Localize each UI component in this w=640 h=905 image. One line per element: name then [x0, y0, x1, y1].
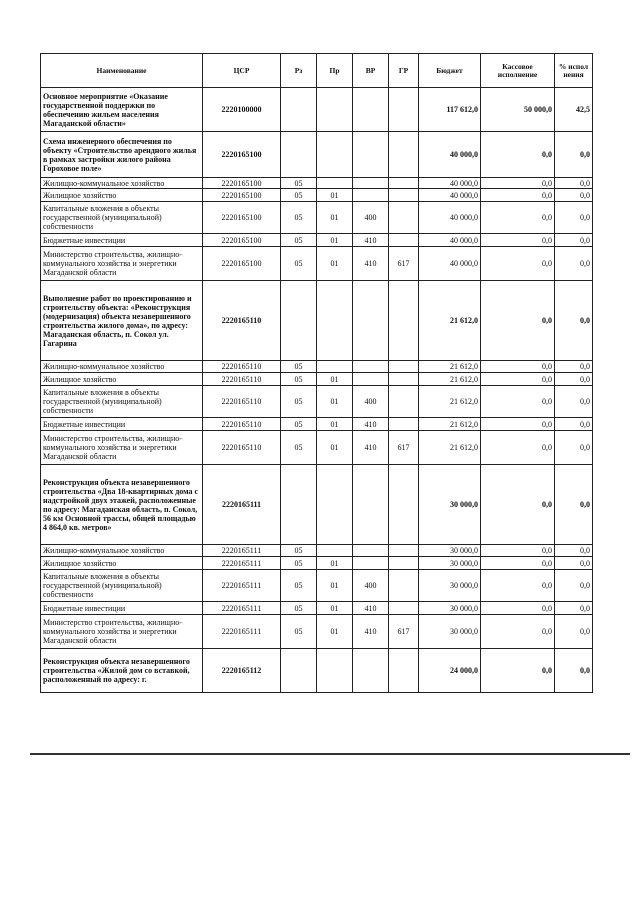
cell-vr [353, 545, 389, 557]
cell-pr [317, 281, 353, 361]
table-row [41, 247, 593, 281]
cell-vr [353, 649, 389, 693]
cell-pct: 0,0 [555, 545, 593, 557]
cell-vr [353, 178, 389, 189]
cell-rz: 05 [281, 418, 317, 431]
cell-pr [317, 361, 353, 373]
cell-kass: 50 000,0 [481, 88, 555, 132]
table-row [41, 189, 593, 202]
cell-vr: 410 [353, 615, 389, 649]
cell-gr [389, 557, 419, 570]
cell-name: Жилищно-коммунальное хозяйство [41, 178, 203, 189]
cell-pr: 01 [317, 602, 353, 615]
table-row [41, 132, 593, 178]
cell-rz: 05 [281, 361, 317, 373]
header-csr: ЦСР [203, 54, 281, 88]
table-row [41, 615, 593, 649]
cell-vr: 400 [353, 386, 389, 418]
table-row [41, 88, 593, 132]
cell-csr: 2220165111 [203, 545, 281, 557]
header-name: Наименование [41, 54, 203, 88]
cell-pct: 0,0 [555, 418, 593, 431]
cell-csr: 2220165110 [203, 386, 281, 418]
cell-budget: 30 000,0 [419, 545, 481, 557]
cell-gr: 617 [389, 615, 419, 649]
cell-gr [389, 570, 419, 602]
cell-rz [281, 649, 317, 693]
cell-budget: 40 000,0 [419, 132, 481, 178]
cell-gr [389, 202, 419, 234]
cell-name: Жилищное хозяйство [41, 373, 203, 386]
cell-vr [353, 132, 389, 178]
budget-table [40, 53, 593, 693]
cell-budget: 30 000,0 [419, 602, 481, 615]
cell-kass: 0,0 [481, 615, 555, 649]
header-budget: Бюджет [419, 54, 481, 88]
cell-csr: 2220165111 [203, 557, 281, 570]
table-row [41, 570, 593, 602]
cell-kass: 0,0 [481, 202, 555, 234]
cell-rz: 05 [281, 557, 317, 570]
cell-pr [317, 88, 353, 132]
cell-pr: 01 [317, 202, 353, 234]
cell-vr [353, 373, 389, 386]
cell-csr: 2220165100 [203, 202, 281, 234]
cell-gr [389, 178, 419, 189]
cell-pr: 01 [317, 373, 353, 386]
cell-gr: 617 [389, 247, 419, 281]
cell-pr [317, 545, 353, 557]
cell-budget: 40 000,0 [419, 247, 481, 281]
cell-pct: 0,0 [555, 132, 593, 178]
cell-pct: 0,0 [555, 465, 593, 545]
cell-vr: 410 [353, 247, 389, 281]
cell-kass: 0,0 [481, 132, 555, 178]
cell-csr: 2220165112 [203, 649, 281, 693]
cell-gr [389, 281, 419, 361]
cell-name: Реконструкция объекта незавершенного строительства «Два 18-квартирных дома с надстройкой двух этажей, расположенные по адресу: Магаданская область, п. Сокол, 56 км Основной трассы, общей площадью 4 864,0 кв. метров» [41, 465, 203, 545]
cell-pct: 0,0 [555, 431, 593, 465]
cell-gr [389, 361, 419, 373]
header-vr: ВР [353, 54, 389, 88]
cell-csr: 2220165111 [203, 615, 281, 649]
table-header-row [41, 54, 593, 88]
table-row [41, 649, 593, 693]
cell-pct: 0,0 [555, 386, 593, 418]
cell-kass: 0,0 [481, 386, 555, 418]
cell-vr [353, 189, 389, 202]
cell-kass: 0,0 [481, 649, 555, 693]
cell-budget: 117 612,0 [419, 88, 481, 132]
cell-csr: 2220165110 [203, 361, 281, 373]
cell-kass: 0,0 [481, 361, 555, 373]
cell-rz: 05 [281, 189, 317, 202]
cell-csr: 2220165100 [203, 247, 281, 281]
table-row [41, 361, 593, 373]
cell-pr: 01 [317, 615, 353, 649]
cell-budget: 40 000,0 [419, 189, 481, 202]
cell-rz [281, 465, 317, 545]
cell-name: Схема инженерного обеспечения по объекту «Строительство арендного жилья в рамках застройки жилого района Гороховое поле» [41, 132, 203, 178]
cell-kass: 0,0 [481, 431, 555, 465]
cell-kass: 0,0 [481, 281, 555, 361]
cell-gr [389, 386, 419, 418]
cell-name: Капитальные вложения в объекты государственной (муниципальной) собственности [41, 570, 203, 602]
cell-budget: 24 000,0 [419, 649, 481, 693]
cell-kass: 0,0 [481, 234, 555, 247]
cell-name: Министерство строительства, жилищно-коммунального хозяйства и энергетики Магаданской области [41, 431, 203, 465]
cell-rz: 05 [281, 602, 317, 615]
cell-pr: 01 [317, 234, 353, 247]
cell-pct: 0,0 [555, 281, 593, 361]
cell-csr: 2220100000 [203, 88, 281, 132]
cell-gr [389, 189, 419, 202]
cell-pr: 01 [317, 557, 353, 570]
cell-rz [281, 281, 317, 361]
cell-kass: 0,0 [481, 189, 555, 202]
table-row [41, 234, 593, 247]
cell-kass: 0,0 [481, 545, 555, 557]
cell-pr [317, 178, 353, 189]
cell-pr: 01 [317, 189, 353, 202]
cell-csr: 2220165110 [203, 418, 281, 431]
cell-budget: 30 000,0 [419, 570, 481, 602]
cell-kass: 0,0 [481, 178, 555, 189]
page-bottom-rule [30, 753, 630, 755]
cell-pct: 42,5 [555, 88, 593, 132]
cell-gr [389, 418, 419, 431]
cell-gr [389, 234, 419, 247]
table-row [41, 178, 593, 189]
cell-csr: 2220165111 [203, 570, 281, 602]
cell-name: Жилищно-коммунальное хозяйство [41, 361, 203, 373]
cell-name: Жилищно-коммунальное хозяйство [41, 545, 203, 557]
cell-gr [389, 602, 419, 615]
cell-kass: 0,0 [481, 465, 555, 545]
header-pr: Пр [317, 54, 353, 88]
cell-csr: 2220165100 [203, 178, 281, 189]
cell-vr: 400 [353, 202, 389, 234]
cell-vr [353, 465, 389, 545]
cell-budget: 21 612,0 [419, 431, 481, 465]
cell-kass: 0,0 [481, 418, 555, 431]
cell-budget: 40 000,0 [419, 178, 481, 189]
cell-budget: 21 612,0 [419, 373, 481, 386]
cell-vr: 400 [353, 570, 389, 602]
cell-pr: 01 [317, 247, 353, 281]
cell-rz [281, 132, 317, 178]
table-row [41, 418, 593, 431]
cell-gr [389, 545, 419, 557]
cell-kass: 0,0 [481, 247, 555, 281]
cell-name: Министерство строительства, жилищно-коммунального хозяйства и энергетики Магаданской области [41, 247, 203, 281]
table-row [41, 557, 593, 570]
cell-csr: 2220165100 [203, 189, 281, 202]
cell-vr: 410 [353, 431, 389, 465]
header-kass: Кассовое исполнение [481, 54, 555, 88]
header-gr: ГР [389, 54, 419, 88]
cell-pr [317, 649, 353, 693]
cell-pr [317, 465, 353, 545]
header-rz: Рз [281, 54, 317, 88]
cell-name: Бюджетные инвестиции [41, 418, 203, 431]
header-pct: % испол нения [555, 54, 593, 88]
table-row [41, 545, 593, 557]
cell-gr [389, 465, 419, 545]
table-row [41, 431, 593, 465]
cell-name: Реконструкция объекта незавершенного строительства «Жилой дом со вставкой, расположенный по адресу: г. [41, 649, 203, 693]
cell-kass: 0,0 [481, 602, 555, 615]
cell-csr: 2220165110 [203, 281, 281, 361]
cell-vr: 410 [353, 418, 389, 431]
cell-budget: 21 612,0 [419, 418, 481, 431]
cell-name: Основное мероприятие «Оказание государственной поддержки по обеспечению жильем населения Магаданской области» [41, 88, 203, 132]
cell-vr: 410 [353, 602, 389, 615]
cell-rz: 05 [281, 431, 317, 465]
cell-kass: 0,0 [481, 570, 555, 602]
cell-pct: 0,0 [555, 361, 593, 373]
cell-budget: 21 612,0 [419, 281, 481, 361]
cell-name: Капитальные вложения в объекты государственной (муниципальной) собственности [41, 386, 203, 418]
cell-vr [353, 281, 389, 361]
cell-csr: 2220165100 [203, 234, 281, 247]
cell-rz: 05 [281, 178, 317, 189]
cell-kass: 0,0 [481, 557, 555, 570]
cell-budget: 30 000,0 [419, 465, 481, 545]
cell-rz: 05 [281, 615, 317, 649]
cell-csr: 2220165100 [203, 132, 281, 178]
cell-pr: 01 [317, 431, 353, 465]
cell-pct: 0,0 [555, 247, 593, 281]
cell-pct: 0,0 [555, 178, 593, 189]
cell-gr [389, 132, 419, 178]
cell-pr [317, 132, 353, 178]
cell-pr: 01 [317, 418, 353, 431]
cell-csr: 2220165111 [203, 465, 281, 545]
cell-budget: 21 612,0 [419, 386, 481, 418]
cell-budget: 30 000,0 [419, 557, 481, 570]
cell-budget: 40 000,0 [419, 234, 481, 247]
cell-gr [389, 649, 419, 693]
cell-vr [353, 361, 389, 373]
cell-pct: 0,0 [555, 234, 593, 247]
table-row [41, 465, 593, 545]
cell-name: Капитальные вложения в объекты государственной (муниципальной) собственности [41, 202, 203, 234]
cell-name: Жилищное хозяйство [41, 189, 203, 202]
cell-kass: 0,0 [481, 373, 555, 386]
cell-budget: 40 000,0 [419, 202, 481, 234]
cell-rz: 05 [281, 545, 317, 557]
cell-rz: 05 [281, 247, 317, 281]
cell-pct: 0,0 [555, 570, 593, 602]
cell-rz: 05 [281, 373, 317, 386]
cell-pct: 0,0 [555, 649, 593, 693]
table-row [41, 202, 593, 234]
cell-csr: 2220165111 [203, 602, 281, 615]
cell-budget: 30 000,0 [419, 615, 481, 649]
table-row [41, 373, 593, 386]
cell-gr [389, 88, 419, 132]
cell-name: Бюджетные инвестиции [41, 234, 203, 247]
cell-name: Бюджетные инвестиции [41, 602, 203, 615]
cell-vr: 410 [353, 234, 389, 247]
cell-rz: 05 [281, 202, 317, 234]
cell-pct: 0,0 [555, 602, 593, 615]
cell-name: Министерство строительства, жилищно-коммунального хозяйства и энергетики Магаданской области [41, 615, 203, 649]
cell-rz: 05 [281, 386, 317, 418]
cell-rz: 05 [281, 234, 317, 247]
cell-rz: 05 [281, 570, 317, 602]
cell-pct: 0,0 [555, 615, 593, 649]
cell-pct: 0,0 [555, 189, 593, 202]
cell-gr: 617 [389, 431, 419, 465]
cell-vr [353, 557, 389, 570]
cell-gr [389, 373, 419, 386]
cell-pct: 0,0 [555, 202, 593, 234]
table-row [41, 281, 593, 361]
cell-rz [281, 88, 317, 132]
cell-vr [353, 88, 389, 132]
cell-pr: 01 [317, 570, 353, 602]
cell-pct: 0,0 [555, 557, 593, 570]
table-body [41, 88, 593, 693]
cell-csr: 2220165110 [203, 373, 281, 386]
cell-csr: 2220165110 [203, 431, 281, 465]
cell-name: Жилищное хозяйство [41, 557, 203, 570]
table-row [41, 386, 593, 418]
cell-name: Выполнение работ по проектированию и строительству объекта: «Реконструкция (модернизация) объекта незавершенного строительства жилого дома», по адресу: Магаданская область, п. Сокол ул. Гагарина [41, 281, 203, 361]
cell-pr: 01 [317, 386, 353, 418]
cell-pct: 0,0 [555, 373, 593, 386]
cell-budget: 21 612,0 [419, 361, 481, 373]
table-row [41, 602, 593, 615]
